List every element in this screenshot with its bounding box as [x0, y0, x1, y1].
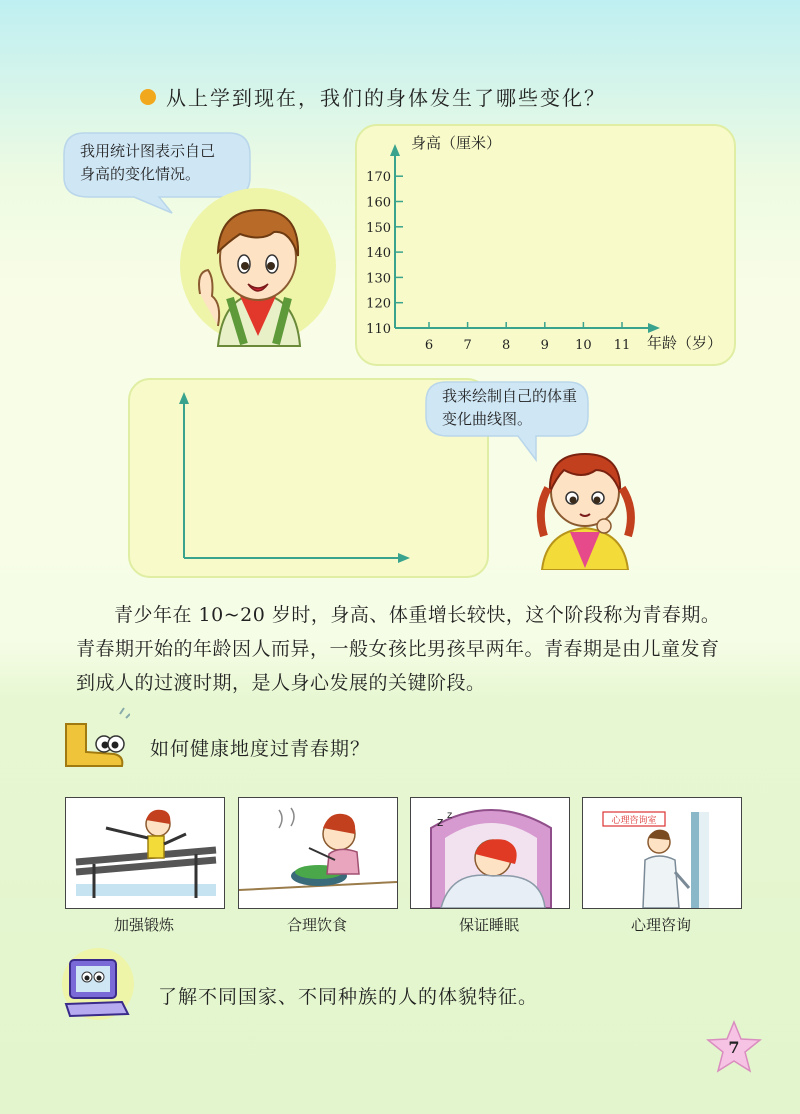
height-chart — [355, 124, 735, 364]
height-x-tick-label: 8 — [502, 338, 511, 353]
height-x-tick-label: 7 — [463, 338, 472, 353]
height-y-tick-label: 110 — [366, 322, 391, 337]
caption-counseling: 心理咨询 — [630, 916, 691, 934]
bullet-icon — [140, 89, 156, 105]
height-y-arrow — [390, 144, 400, 156]
girl-bubble-line: 我来绘制自己的体重 — [442, 387, 578, 405]
meal-picture — [238, 797, 398, 909]
height-x-arrow — [648, 323, 660, 333]
counseling-picture — [582, 797, 742, 909]
exercise-picture — [65, 797, 225, 909]
caption-diet: 合理饮食 — [286, 916, 347, 934]
girl-illustration — [530, 440, 640, 570]
health-question: 如何健康地度过青春期？ — [150, 738, 371, 760]
puberty-paragraph: 青少年在 10~20 岁时，身高、体重增长较快，这个阶段称为青春期。青春期开始的年龄因人而异，一般女孩比男孩早两年。青春期是由儿童发育到成人的过渡时期，是人身心发展的关键阶段。 — [76, 604, 721, 694]
height-x-tick-label: 9 — [540, 338, 549, 353]
caption-sleep: 保证睡眠 — [458, 916, 519, 934]
height-x-label: 年龄（岁） — [647, 334, 723, 352]
weight-x-arrow — [398, 553, 410, 563]
sleep-picture — [410, 797, 570, 909]
svg-text:z: z — [437, 815, 444, 829]
boy-bubble-line: 我用统计图表示自己 — [80, 142, 216, 160]
height-y-tick-label: 130 — [366, 271, 391, 287]
height-y-tick-label: 140 — [366, 246, 391, 262]
svg-text:z: z — [447, 810, 453, 821]
height-y-label: 身高（厘米） — [411, 134, 502, 152]
boy-bubble-line: 身高的变化情况。 — [80, 165, 201, 183]
caption-exercise: 加强锻炼 — [113, 916, 174, 934]
learn-more-text: 了解不同国家、不同种族的人的体貌特征。 — [158, 986, 539, 1008]
counseling-sign-text: 心理咨询室 — [611, 816, 657, 826]
boot-mascot-icon — [58, 706, 130, 772]
page-number: 7 — [728, 1038, 740, 1057]
height-x-tick-label: 11 — [613, 338, 631, 353]
boy-bubble-text — [80, 140, 215, 186]
girl-bubble-line: 变化曲线图。 — [442, 410, 533, 428]
boy-illustration — [178, 186, 340, 348]
height-y-tick-label: 120 — [366, 296, 391, 312]
question-heading: 从上学到现在，我们的身体发生了哪些变化？ — [166, 86, 606, 110]
height-y-tick-label: 170 — [366, 170, 391, 186]
height-x-tick-label: 6 — [424, 338, 434, 353]
height-x-tick-label: 10 — [575, 338, 592, 353]
girl-bubble-text — [442, 385, 577, 431]
height-y-tick-label: 150 — [366, 220, 391, 236]
weight-y-arrow — [179, 392, 189, 404]
height-y-tick-label: 160 — [366, 195, 391, 211]
computer-mascot-icon — [58, 946, 140, 1024]
